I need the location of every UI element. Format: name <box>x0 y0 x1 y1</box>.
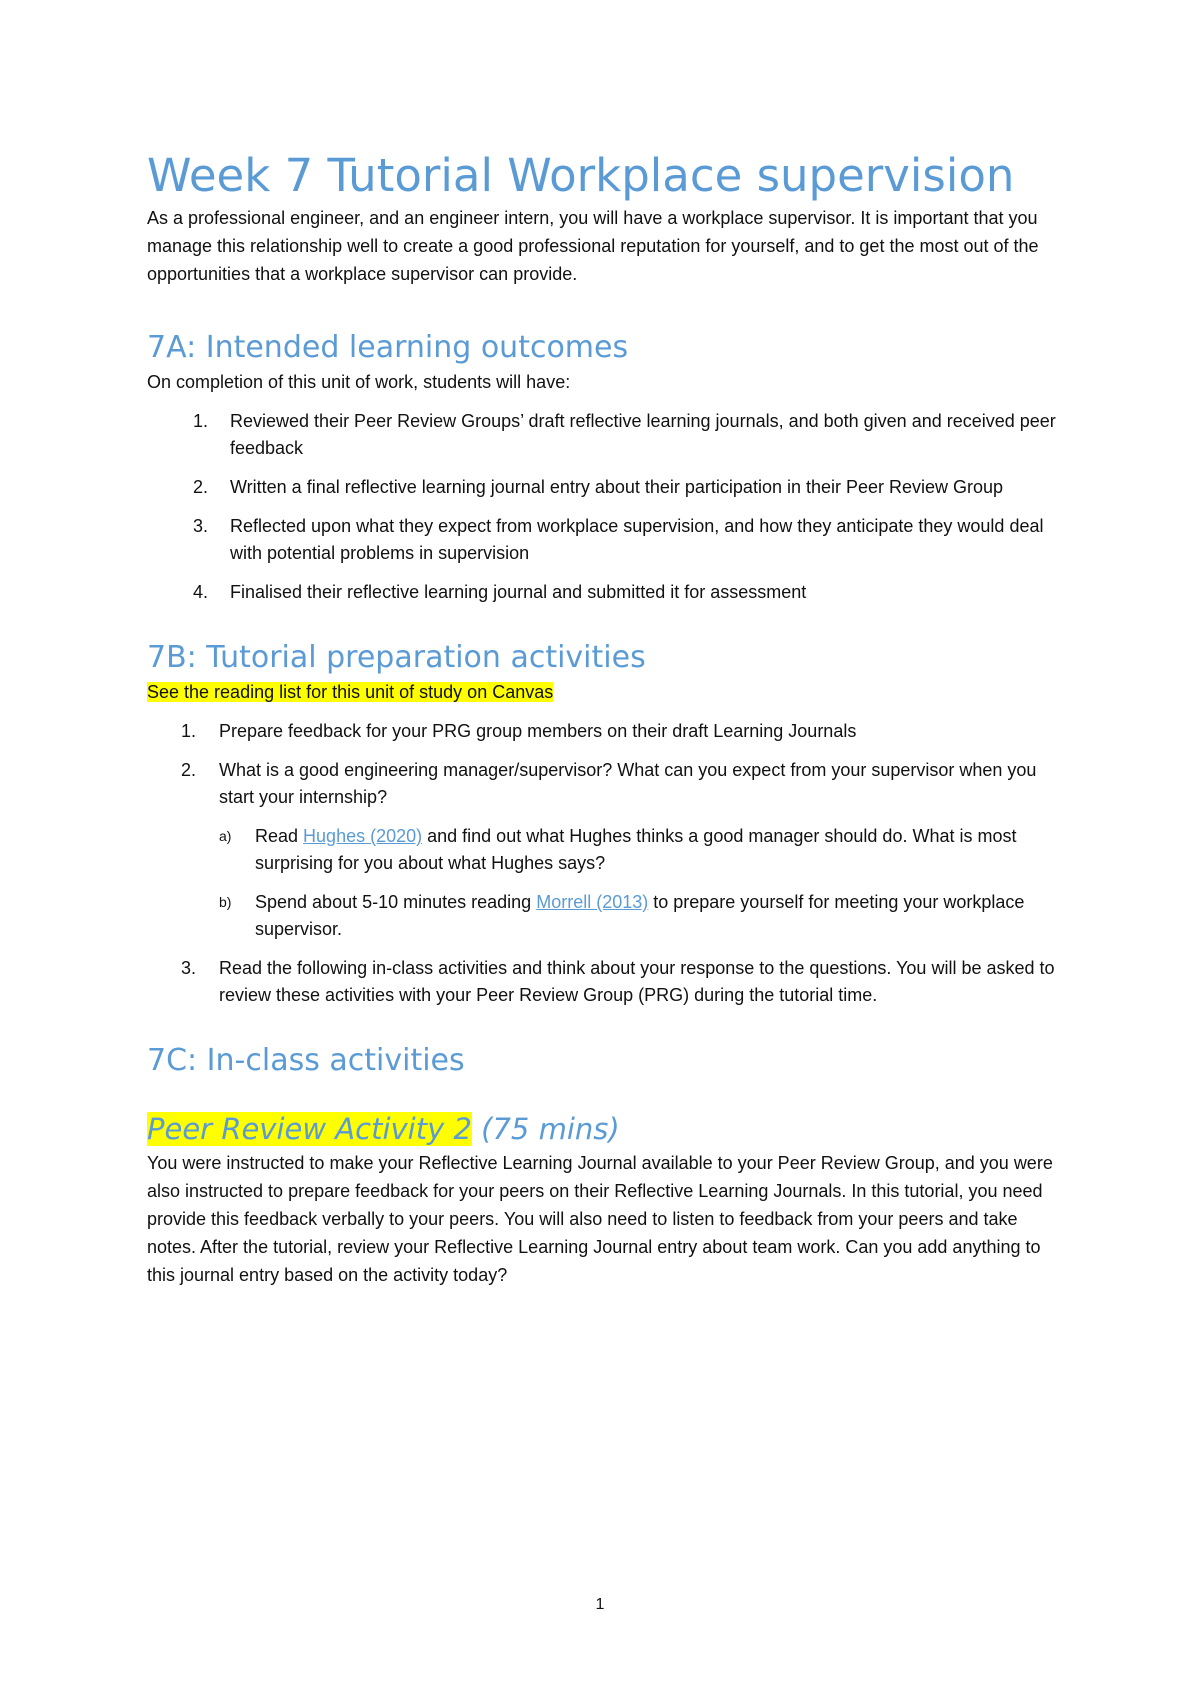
activity-heading <box>147 1109 1067 1149</box>
activity-title: Peer Review Activity 2 <box>147 1112 472 1146</box>
list-item <box>147 955 1067 1009</box>
preparation-list <box>147 718 1067 1009</box>
list-number: 3. <box>193 516 209 536</box>
list-number: 2. <box>193 477 209 497</box>
document-content <box>147 148 1067 1289</box>
list-item-text: What is a good engineering manager/supervisor? What can you expect from your supervisor when you start your internship? <box>219 760 1037 807</box>
list-number: 1. <box>181 721 197 741</box>
page-number: 1 <box>595 1596 605 1613</box>
sub-item-text: to prepare yourself for meeting your workplace supervisor. <box>255 892 1025 939</box>
sub-list-item <box>219 889 1067 943</box>
list-item-text: Reviewed their Peer Review Groups’ draft reflective learning journals, and both given and received peer feedback <box>230 411 1056 458</box>
activity-paragraph: You were instructed to make your Reflective Learning Journal available to your Peer Review Group, and you were also instructed to prepare feedback for your peers on their Reflective Learning Journals. In this tutorial, you need provide this feedback verbally to your peers. You will also need to listen to feedback from your peers and take notes. After the tutorial, review your Reflective Learning Journal entry about team work. Can you add anything to this journal entry based on the activity today? <box>147 1153 1053 1285</box>
sub-list-letter: b) <box>219 894 232 910</box>
hughes-link[interactable]: Hughes (2020) <box>303 826 423 846</box>
list-number: 4. <box>193 582 209 602</box>
sub-item-text: Read <box>255 826 304 846</box>
intro-paragraph: As a professional engineer, and an engineer intern, you will have a workplace supervisor. It is important that you manage this relationship well to create a good professional reputation for yourself, and to get the most out of the opportunities that a workplace supervisor can provide. <box>147 208 1039 284</box>
list-item <box>147 757 1067 943</box>
list-item <box>147 474 1067 501</box>
list-item-text: Finalised their reflective learning journal and submitted it for assessment <box>230 582 807 602</box>
list-item <box>147 513 1067 567</box>
section-a-heading: 7A: Intended learning outcomes <box>147 330 629 365</box>
sub-list-item <box>219 823 1067 877</box>
sub-item-text: Spend about 5-10 minutes reading <box>255 892 537 912</box>
page-title: Week 7 Tutorial Workplace supervision <box>147 149 1015 202</box>
list-number: 3. <box>181 958 197 978</box>
sub-list-letter: a) <box>219 828 232 844</box>
learning-outcomes-list <box>147 408 1067 606</box>
section-b-heading: 7B: Tutorial preparation activities <box>147 640 646 675</box>
list-item <box>147 718 1067 745</box>
highlighted-text: See the reading list for this unit of study on Canvas <box>147 682 554 702</box>
sub-item-text: and find out what Hughes thinks a good manager should do. What is most surprising for you about what Hughes says? <box>255 826 1017 873</box>
sub-list <box>219 823 1067 943</box>
list-number: 2. <box>181 760 197 780</box>
list-item-text: Prepare feedback for your PRG group members on their draft Learning Journals <box>219 721 857 741</box>
list-item-text: Reflected upon what they expect from workplace supervision, and how they anticipate they would deal with potential problems in supervision <box>230 516 1044 563</box>
list-item-text: Written a final reflective learning journal entry about their participation in their Peer Review Group <box>230 477 1004 497</box>
section-c-heading: 7C: In-class activities <box>147 1043 465 1078</box>
list-item-text: Read the following in-class activities and think about your response to the questions. You will be asked to review these activities with your Peer Review Group (PRG) during the tutorial time. <box>219 958 1055 1005</box>
list-number: 1. <box>193 411 209 431</box>
reading-list-note <box>147 678 1067 706</box>
morrell-link[interactable]: Morrell (2013) <box>536 892 649 912</box>
list-item <box>147 408 1067 462</box>
list-item <box>147 579 1067 606</box>
section-a-lead: On completion of this unit of work, students will have: <box>147 372 571 392</box>
activity-duration: (75 mins) <box>471 1112 620 1146</box>
